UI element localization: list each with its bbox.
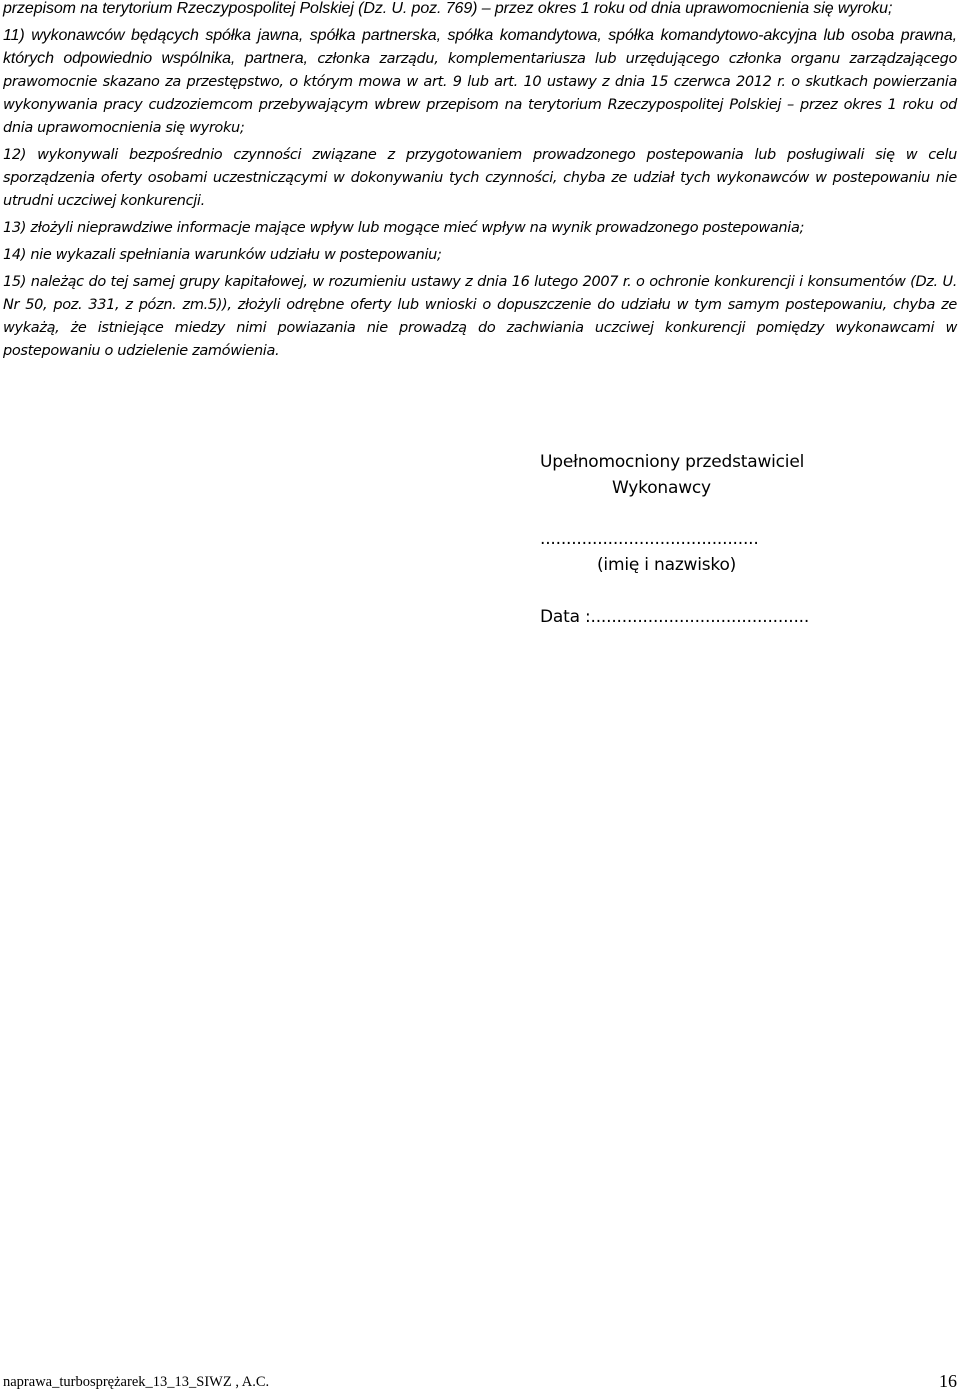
paragraph-item-13: 13) złożyli nieprawdziwe informacje mające wpływ lub mogące mieć wpływ na wynik prowadzonego postepowania;	[3, 220, 805, 236]
paragraph-item-15: 15) należąc do tej samej grupy kapitałowej, w rozumieniu ustawy z dnia 16 lutego 2007 r. o ochronie konkurencji i konsumentów (Dz. U. Nr 50, poz. 331, z pózn. zm.5)), złożyli odrębne oferty lub wnioski o dopuszczenie do udziału w tym samym postepowaniu, chyba ze wykażą, że istniejące miedzy nimi powiazania nie prowadzą do zachwiania uczciwej konkurencji pomiędzy wykonawcami w postepowaniu o udzielenie zamówienia.	[3, 274, 957, 359]
paragraph-continuation: przepisom na terytorium Rzeczypospolitej Polskiej (Dz. U. poz. 769) – przez okres 1 roku od dnia uprawomocnienia się wyroku;	[3, 0, 893, 17]
footer-filename: naprawa_turbosprężarek_13_13_SIWZ , A.C.	[3, 1374, 270, 1390]
paragraph-item-12: 12) wykonywali bezpośrednio czynności związane z przygotowaniem prowadzonego postepowania lub posługiwali się w celu sporządzenia oferty osobami uczestniczącymi w dokonywaniu tych czynności, chyba ze udział tych wykonawców w postepowaniu nie utrudni uczciwej konkurencji.	[3, 147, 957, 209]
signature-title: Upełnomocniony przedstawiciel	[540, 452, 805, 472]
document-body	[3, 0, 957, 367]
signature-date-line: Data :..........................................	[540, 607, 810, 627]
signature-dotted-line: ..........................................	[540, 529, 759, 549]
footer-page-number: 16	[939, 1371, 957, 1391]
paragraph-item-11-part-b: członka zarządu, komplementariusza lub urzędującego członka organu zarządzającego prawomocnie skazano za przestępstwo, o którym mowa w art. 9 lub art. 10 ustawy z dnia 15 czerwca 2012 r. o skutkach powierzania wykonywania pracy cudzoziemcom przebywającym wbrew przepisom na terytorium Rzeczypospolitej Polskiej – przez okres 1 roku od dnia uprawomocnienia się wyroku;	[3, 51, 957, 136]
paragraph-item-11-part-a: 11) wykonawców będących spółka jawna, spółka partnerska, spółka komandytowa, spółka komandytowo-akcyjna lub osoba prawna, których odpowiednio wspólnika, partnera,	[3, 27, 957, 67]
paragraph-item-14: 14) nie wykazali spełniania warunków udziału w postepowaniu;	[3, 247, 442, 263]
signature-block	[540, 449, 809, 630]
paragraph-item-11	[3, 24, 957, 140]
signature-name-caption: (imię i nazwisko)	[597, 555, 737, 575]
signature-subtitle: Wykonawcy	[612, 478, 711, 498]
